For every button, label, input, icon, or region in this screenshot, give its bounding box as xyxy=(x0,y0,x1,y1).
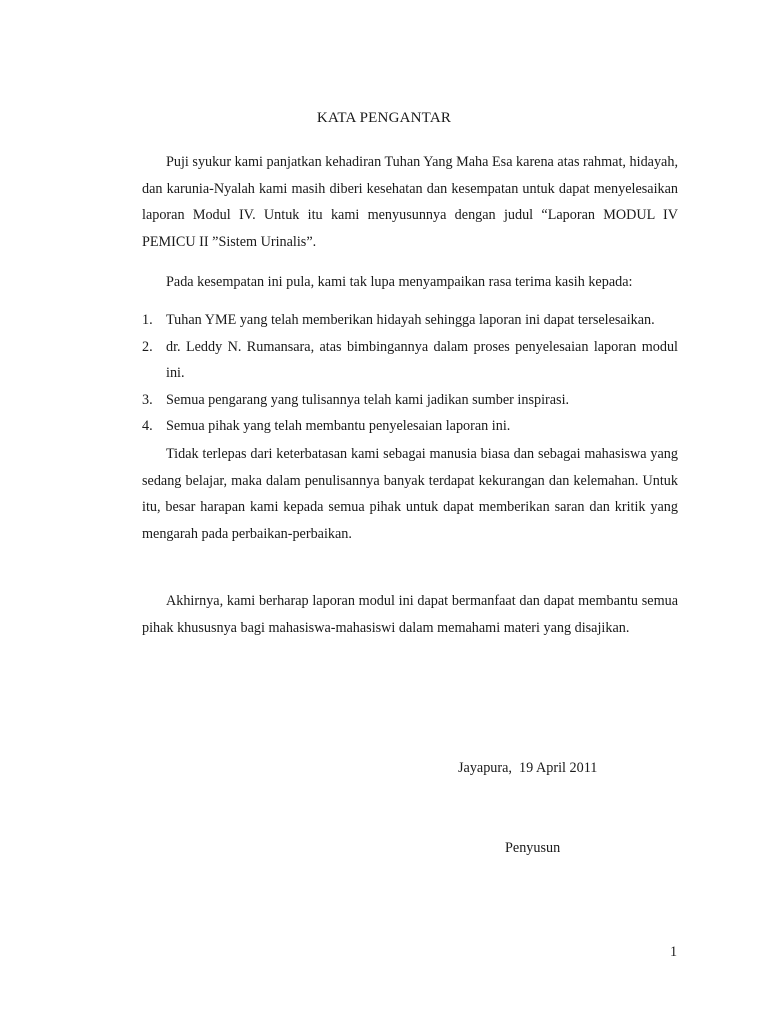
list-item-number: 1. xyxy=(142,312,153,328)
author-label: Penyusun xyxy=(505,840,561,856)
list-item-number: 3. xyxy=(142,391,153,408)
list-item xyxy=(142,413,678,440)
list-item-text: Semua pihak yang telah membantu penyelesaian laporan ini. xyxy=(166,418,511,434)
thanks-list xyxy=(142,307,678,440)
page-title: KATA PENGANTAR xyxy=(316,110,452,126)
paragraph-closing: Akhirnya, kami berharap laporan modul ini dapat bermanfaat dan dapat membantu semua pihak khususnya bagi mahasiswa-mahasiswi dalam memahami materi yang disajikan. xyxy=(142,593,678,636)
list-item xyxy=(142,334,678,387)
list-item-text: Tuhan YME yang telah memberikan hidayah sehingga laporan ini dapat terselesaikan. xyxy=(166,312,655,328)
list-item-text: dr. Leddy N. Rumansara, atas bimbingannya dalam proses penyelesaian laporan modul ini. xyxy=(166,338,678,381)
list-item-text: Semua pengarang yang tulisannya telah kami jadikan sumber inspirasi. xyxy=(166,391,570,408)
list-item xyxy=(142,307,678,334)
paragraph-opening: Puji syukur kami panjatkan kehadiran Tuhan Yang Maha Esa karena atas rahmat, hidayah, dan karunia-Nyalah kami masih diberi kesehatan dan kesempatan untuk dapat menyelesaikan laporan Modul IV. Untuk itu kami menyusunnya dengan judul “Laporan MODUL IV PEMICU II ”Sistem Urinalis”. xyxy=(142,154,678,250)
list-item xyxy=(142,387,678,414)
list-item-number: 2. xyxy=(142,338,153,355)
list-item-number: 4. xyxy=(142,418,153,434)
page-number: 1 xyxy=(670,944,678,960)
paragraph-limitations: Tidak terlepas dari keterbatasan kami sebagai manusia biasa dan sebagai mahasiswa yang sedang belajar, maka dalam penulisannya banyak terdapat kekurangan dan kelemahan. Untuk itu, besar harapan kami kepada semua pihak untuk dapat memberikan saran dan kritik yang mengarah pada perbaikan-perbaikan. xyxy=(142,446,678,542)
place-and-date: Jayapura, 19 April 2011 xyxy=(458,760,598,776)
paragraph-thanks-intro: Pada kesempatan ini pula, kami tak lupa menyampaikan rasa terima kasih kepada: xyxy=(166,274,633,290)
